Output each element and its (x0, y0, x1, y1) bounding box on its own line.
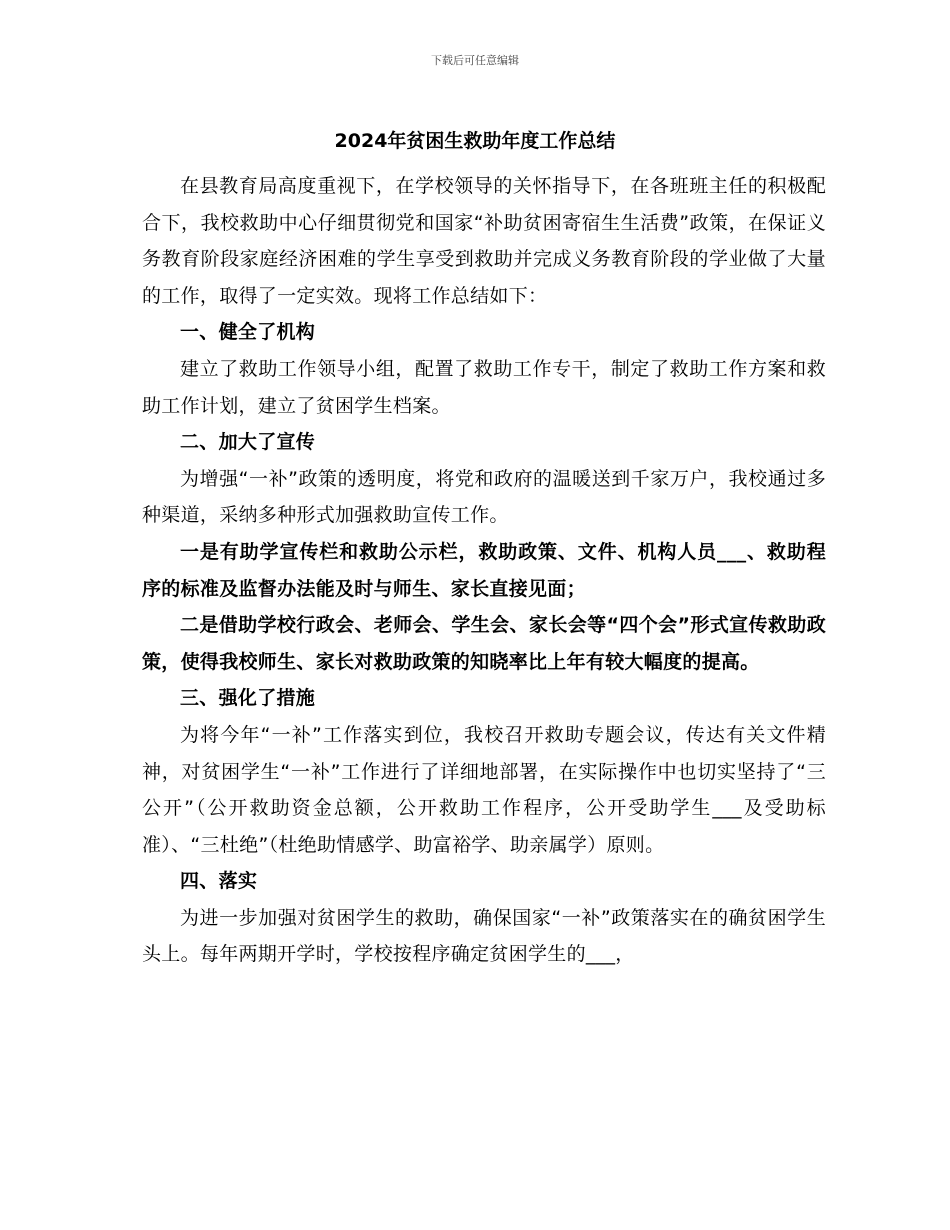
section-2-point-2: 二是借助学校行政会、老师会、学生会、家长会等“四个会”形式宣传救助政策，使得我校师生、家长对救助政策的知晓率比上年有较大幅度的提高。 (142, 614, 826, 673)
section-heading-3: 三、强化了措施 (180, 687, 316, 710)
document-title: 2024年贫困生救助年度工作总结 (334, 130, 616, 152)
section-4-paragraph: 为进一步加强对贫困学生的救助，确保国家“一补”政策落实在的确贫困学生头上。每年两期开学时，学校按程序确定贫困学生的___， (142, 906, 826, 966)
section-2-paragraph: 为增强“一补”政策的透明度，将党和政府的温暖送到千家万户，我校通过多种渠道，采纳多种形式加强救助宣传工作。 (142, 467, 826, 527)
section-3-paragraph: 为将今年“一补”工作落实到位，我校召开救助专题会议，传达有关文件精神，对贫困学生“一补”工作进行了详细地部署，在实际操作中也切实坚持了“三公开”（公开救助资金总额，公开救助工作程序，公开受助学生___及受助标准）、“三杜绝”（杜绝助情感学、助富裕学、助亲属学）原则。 (142, 723, 826, 856)
section-heading-1: 一、健全了机构 (180, 321, 316, 344)
section-heading-4: 四、落实 (180, 870, 258, 893)
header-note: 下载后可任意编辑 (431, 54, 519, 67)
section-2-point-1: 一是有助学宣传栏和救助公示栏，救助政策、文件、机构人员___、救助程序的标准及监督办法能及时与师生、家长直接见面； (142, 540, 826, 600)
document-body (142, 168, 826, 973)
section-1-paragraph: 建立了救助工作领导小组，配置了救助工作专干，制定了救助工作方案和救助工作计划，建立了贫困学生档案。 (142, 357, 826, 417)
section-heading-2: 二、加大了宣传 (180, 431, 316, 454)
intro-paragraph: 在县教育局高度重视下，在学校领导的关怀指导下，在各班班主任的积极配合下，我校救助中心仔细贯彻党和国家“补助贫困寄宿生生活费”政策，在保证义务教育阶段家庭经济困难的学生享受到救助并完成义务教育阶段的学业做了大量的工作，取得了一定实效。现将工作总结如下： (142, 175, 826, 307)
